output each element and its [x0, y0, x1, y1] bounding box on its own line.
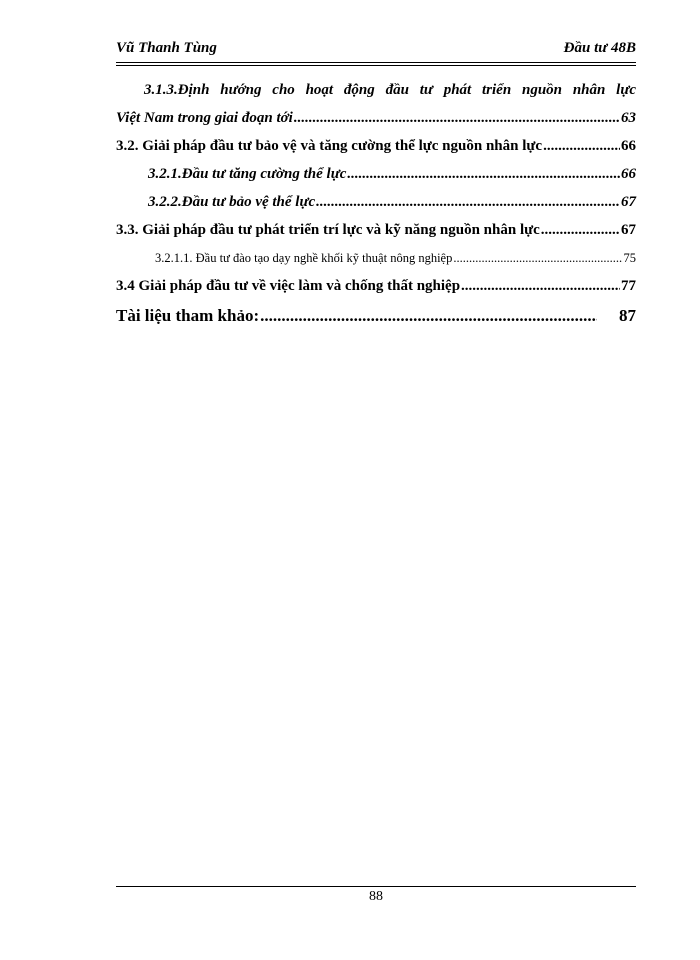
- toc-entry-3-1-3[interactable]: [116, 108, 636, 128]
- toc-entry-3-2[interactable]: [116, 136, 636, 156]
- toc-entry-page: 77: [621, 278, 636, 294]
- dot-leader: [347, 164, 620, 184]
- dot-leader: [541, 220, 620, 240]
- toc-entry-page: 66: [621, 166, 636, 182]
- toc-entry-label: 3.3. Giải pháp đầu tư phát triển trí lực và kỹ năng nguồn nhân lực: [116, 222, 540, 238]
- toc-entry-page: 75: [623, 251, 636, 265]
- dot-leader: [543, 136, 620, 156]
- toc-entry-label: 3.2.1.1. Đầu tư đào tạo dạy nghề khối kỹ thuật nông nghiệp: [155, 251, 453, 265]
- header-class: Đầu tư 48B: [563, 40, 636, 56]
- toc-entry-label: 3.2.1.Đầu tư tăng cường thể lực: [148, 166, 347, 182]
- dot-leader: [453, 248, 622, 268]
- toc-entry-3-2-2[interactable]: [148, 192, 636, 212]
- toc-entry-page: 67: [621, 194, 636, 210]
- footer-rule: [116, 886, 636, 887]
- toc-entry-3-4[interactable]: [116, 276, 636, 296]
- toc-entry-references[interactable]: [116, 306, 636, 326]
- toc-entry-3-2-1-1[interactable]: [155, 248, 636, 268]
- toc-entry-page: 63: [621, 110, 636, 126]
- toc-entry-3-3[interactable]: [116, 220, 636, 240]
- dot-leader: [461, 276, 620, 296]
- toc-entry-3-1-3-line1[interactable]: 3.1.3.Định hướng cho hoạt động đầu tư phát triển nguồn nhân lực: [144, 82, 636, 98]
- header-rule: [116, 62, 636, 63]
- toc-entry-label: 3.4 Giải pháp đầu tư về việc làm và chống thất nghiệp: [116, 278, 461, 294]
- toc-entry-label: 3.2.2.Đầu tư bảo vệ thể lực: [148, 194, 316, 210]
- toc-entry-page: 66: [621, 138, 636, 154]
- page-header: [116, 40, 636, 62]
- dot-leader: [316, 192, 620, 212]
- toc-entry-label: 3.2. Giải pháp đầu tư bảo vệ và tăng cường thể lực nguồn nhân lực: [116, 138, 543, 154]
- header-author: Vũ Thanh Tùng: [116, 40, 217, 56]
- dot-leader: [260, 306, 597, 326]
- page-number: 88: [369, 889, 383, 904]
- toc-entry-label: Tài liệu tham khảo:: [116, 306, 260, 325]
- toc-entry-page: 87: [619, 306, 636, 325]
- dot-leader: [294, 108, 620, 128]
- header-rule-thin: [116, 65, 636, 66]
- toc-entry-3-2-1[interactable]: [148, 164, 636, 184]
- toc-entry-page: 67: [621, 222, 636, 238]
- toc-entry-label: Việt Nam trong giai đoạn tới: [116, 110, 293, 126]
